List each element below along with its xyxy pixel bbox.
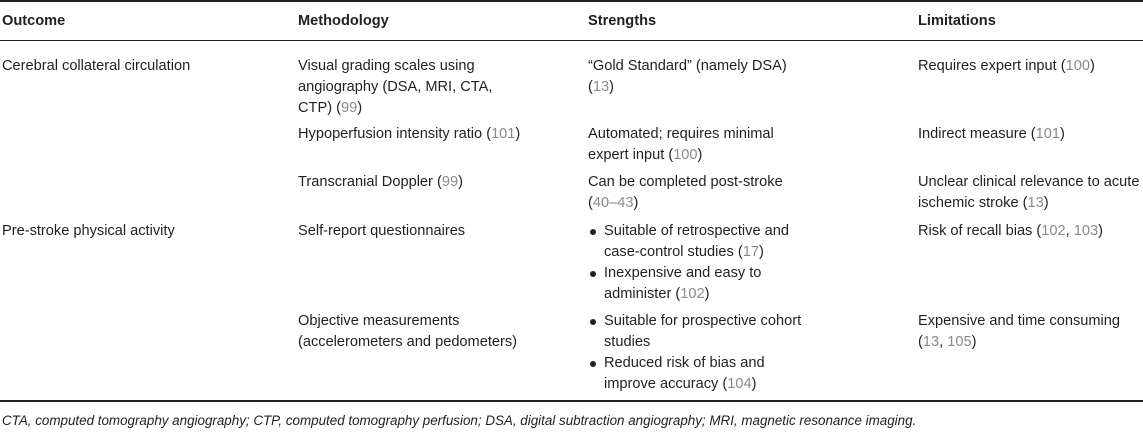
ref-separator: , xyxy=(939,334,948,350)
cell-text-close: ) xyxy=(751,376,757,392)
cell-text-close: ) xyxy=(357,100,363,116)
cell-text: Hypoperfusion intensity ratio ( xyxy=(298,126,492,142)
cell-text-close: ) xyxy=(633,195,639,211)
limitation-cell xyxy=(918,311,1140,353)
methodology-cell xyxy=(298,124,523,145)
reference-link[interactable]: 105 xyxy=(947,334,972,350)
limitation-cell xyxy=(918,221,1140,242)
reference-link[interactable]: 101 xyxy=(491,126,516,142)
table-bottom-rule xyxy=(0,400,1143,402)
cell-text-close: ) xyxy=(1043,195,1049,211)
cell-text-close: ) xyxy=(1098,223,1103,239)
cell-text-close: ) xyxy=(515,126,521,142)
reference-link[interactable]: 13 xyxy=(922,334,940,350)
reference-link[interactable]: 13 xyxy=(592,79,610,95)
reference-link[interactable]: 103 xyxy=(1073,223,1099,239)
reference-link[interactable]: 100 xyxy=(1065,58,1090,74)
ref-separator: , xyxy=(1065,223,1074,239)
cell-text: Expensive and time consuming ( xyxy=(918,313,1120,350)
cell-text: Reduced risk of bias and improve accuracy ( xyxy=(604,355,765,392)
cell-text: Inexpensive and easy to administer ( xyxy=(604,265,762,302)
methodology-cell xyxy=(298,172,523,193)
cell-text: Suitable of retrospective and case-control studies ( xyxy=(604,223,789,260)
limitation-cell xyxy=(918,172,1140,214)
cell-text-close: ) xyxy=(1090,58,1095,74)
table-top-rule xyxy=(0,0,1143,2)
cell-text-close: ) xyxy=(697,147,703,163)
cell-text: Indirect measure ( xyxy=(918,126,1036,142)
strength-cell xyxy=(588,221,813,305)
methodology-cell xyxy=(298,56,523,119)
header-methodology: Methodology xyxy=(298,13,389,29)
header-outcome: Outcome xyxy=(2,13,66,29)
reference-link[interactable]: 99 xyxy=(340,100,358,116)
header-rule xyxy=(0,40,1143,41)
bullet-item xyxy=(588,263,813,305)
reference-link[interactable]: 102 xyxy=(680,286,705,302)
cell-text-close: ) xyxy=(704,286,710,302)
header-limitations: Limitations xyxy=(918,13,996,29)
cell-text-close: ) xyxy=(758,244,764,260)
cell-text: Unclear clinical relevance to acute ischemic stroke ( xyxy=(918,174,1140,211)
cell-text-close: ) xyxy=(458,174,463,190)
cell-text: Risk of recall bias ( xyxy=(918,223,1042,239)
reference-link[interactable]: 100 xyxy=(673,147,698,163)
cell-text: Visual grading scales using angiography (DSA, MRI, CTA, CTP) ( xyxy=(298,58,493,116)
methodology-cell: Self-report questionnaires xyxy=(298,223,466,239)
strength-cell xyxy=(588,124,813,166)
cell-text: “Gold Standard” (namely DSA) ( xyxy=(588,58,787,95)
bullet-item xyxy=(588,221,813,263)
cell-text: Automated; requires minimal expert input ( xyxy=(588,126,774,163)
cell-text: Can be completed post-stroke ( xyxy=(588,174,783,211)
outcome-cell: Cerebral collateral circulation xyxy=(2,58,191,74)
reference-link[interactable]: 99 xyxy=(441,174,459,190)
cell-text: Transcranial Doppler ( xyxy=(298,174,442,190)
reference-link[interactable]: 104 xyxy=(727,376,752,392)
cell-text: Suitable for prospective cohort studies xyxy=(604,313,802,350)
reference-link[interactable]: 40–43 xyxy=(592,195,634,211)
strength-cell xyxy=(588,172,813,214)
reference-link[interactable]: 101 xyxy=(1035,126,1060,142)
methodology-cell: Objective measurements (accelerometers and pedometers) xyxy=(298,313,518,350)
limitation-cell xyxy=(918,124,1140,145)
cell-text: Requires expert input ( xyxy=(918,58,1066,74)
strength-cell xyxy=(588,311,813,395)
bullet-item xyxy=(588,311,813,353)
cell-text-close: ) xyxy=(971,334,977,350)
reference-link[interactable]: 17 xyxy=(742,244,759,260)
strength-cell xyxy=(588,56,813,98)
limitation-cell xyxy=(918,56,1140,77)
header-strengths: Strengths xyxy=(588,13,657,29)
outcome-cell: Pre-stroke physical activity xyxy=(2,223,175,239)
cell-text-close: ) xyxy=(1059,126,1065,142)
cell-text-close: ) xyxy=(609,79,614,95)
table-footnote: CTA, computed tomography angiography; CTP, computed tomography perfusion; DSA, digital subtraction angiography; MRI, magnetic resonance imaging. xyxy=(2,413,917,428)
reference-link[interactable]: 13 xyxy=(1027,195,1044,211)
bullet-item xyxy=(588,353,813,395)
reference-link[interactable]: 102 xyxy=(1041,223,1066,239)
